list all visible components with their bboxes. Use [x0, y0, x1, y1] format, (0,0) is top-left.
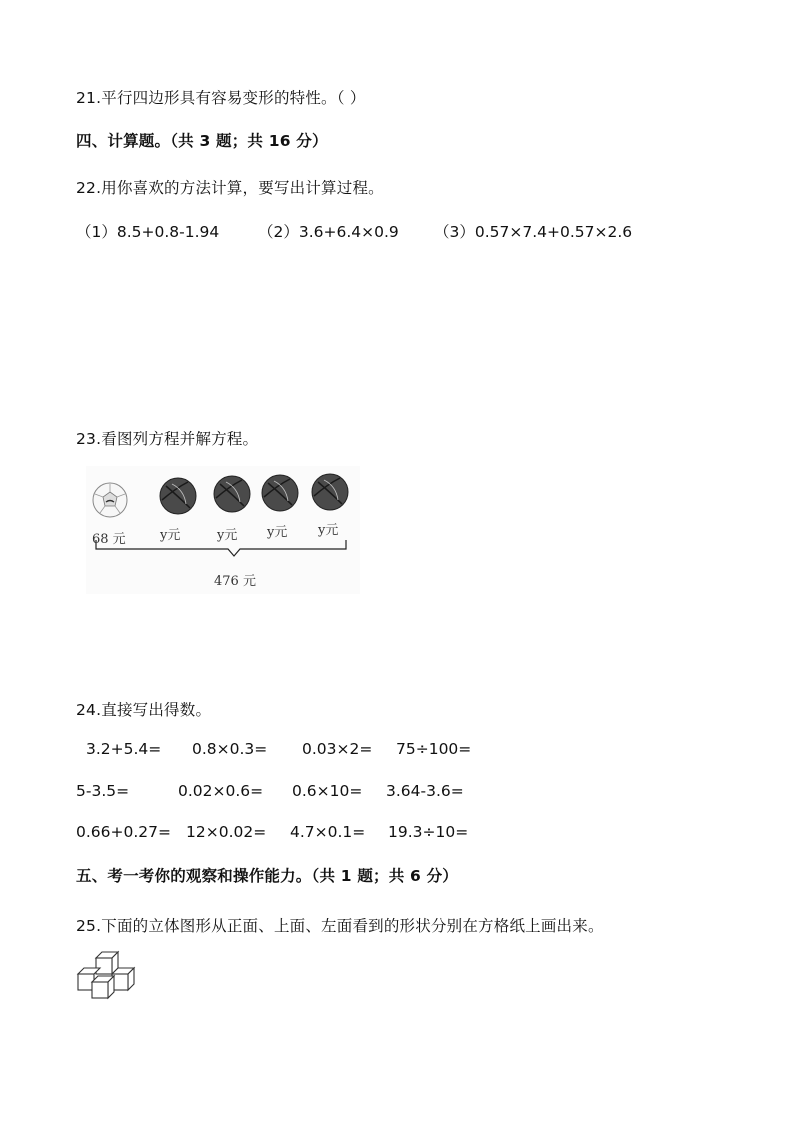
question-23-prompt: 23.看图列方程并解方程。: [76, 430, 259, 448]
ball-price-label-3: y元: [267, 525, 288, 540]
question-21: 21.平行四边形具有容易变形的特性。（ ）: [76, 89, 366, 107]
question-24-prompt: 24.直接写出得数。: [76, 701, 212, 719]
calc-cell: 0.6×10=: [292, 782, 363, 800]
calc-cell: 3.2+5.4=: [86, 740, 162, 758]
question-25-prompt: 25.下面的立体图形从正面、上面、左面看到的形状分别在方格纸上画出来。: [76, 917, 604, 935]
calc-cell: 0.02×0.6=: [178, 782, 264, 800]
question-22-item-2: （2）3.6+6.4×0.9: [258, 223, 399, 241]
calc-cell: 4.7×0.1=: [290, 823, 366, 841]
basketball-icon-1: [160, 478, 196, 514]
calc-cell: 0.03×2=: [302, 740, 373, 758]
cube-stack-figure: [76, 950, 138, 1000]
ball-price-label-1: y元: [160, 528, 181, 543]
basketball-icon-3: [262, 475, 298, 511]
soccer-price-label: 68 元: [92, 532, 126, 547]
calc-cell: 0.8×0.3=: [192, 740, 268, 758]
calc-cell: 0.66+0.27=: [76, 823, 171, 841]
section-5-title: 五、考一考你的观察和操作能力。（共 1 题；共 6 分）: [76, 867, 459, 885]
basketball-icon-4: [312, 474, 348, 510]
calc-cell: 5-3.5=: [76, 782, 130, 800]
ball-price-figure: [86, 466, 360, 594]
soccer-ball-icon: [93, 483, 127, 517]
calc-cell: 75÷100=: [396, 740, 472, 758]
calc-cell: 3.64-3.6=: [386, 782, 464, 800]
section-4-title: 四、计算题。（共 3 题；共 16 分）: [76, 132, 328, 150]
cube-stack-diagram: [76, 950, 138, 1000]
question-22-prompt: 22.用你喜欢的方法计算，要写出计算过程。: [76, 179, 384, 197]
question-22-item-1: （1）8.5+0.8-1.94: [76, 223, 220, 241]
basketball-icon-2: [214, 476, 250, 512]
ball-price-label-2: y元: [217, 528, 238, 543]
total-price-label: 476 元: [214, 574, 256, 589]
calc-cell: 19.3÷10=: [388, 823, 469, 841]
question-22-item-3: （3）0.57×7.4+0.57×2.6: [434, 223, 633, 241]
ball-price-label-4: y元: [318, 523, 339, 538]
calc-cell: 12×0.02=: [186, 823, 267, 841]
